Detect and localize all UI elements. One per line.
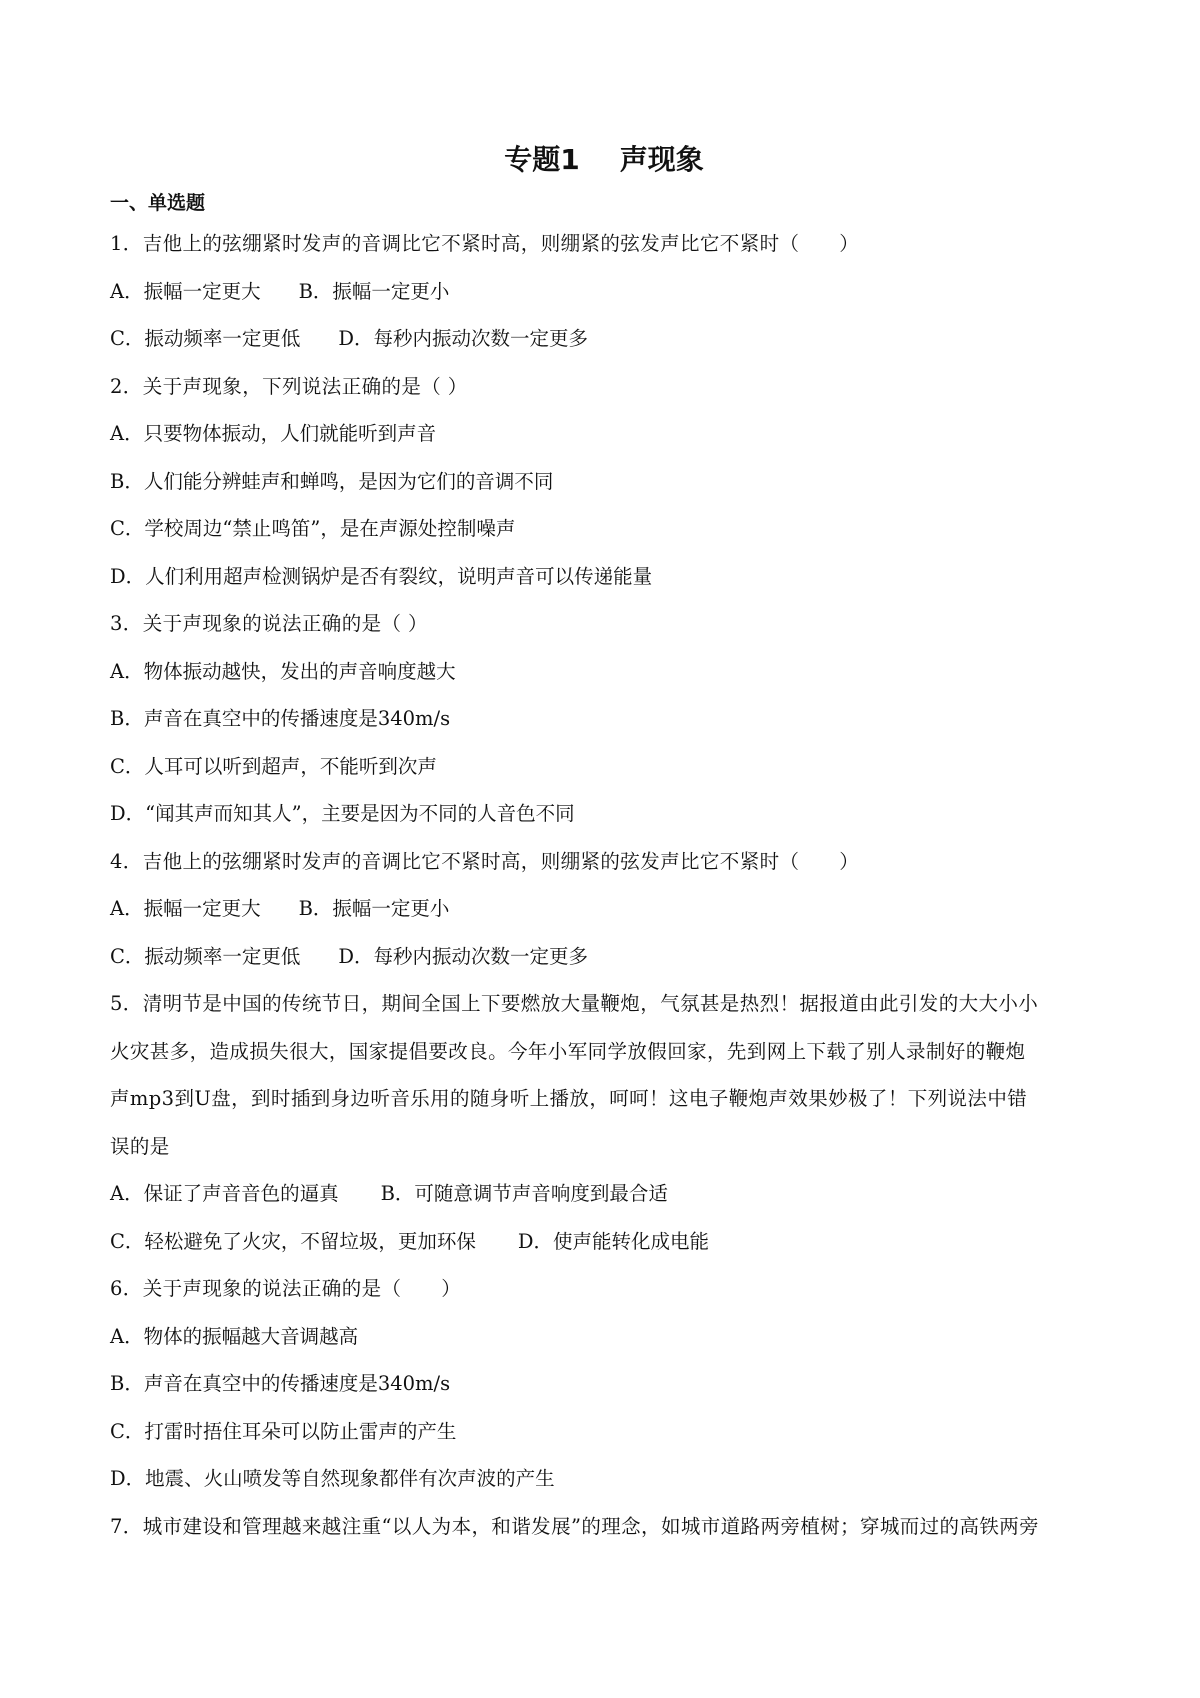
option-a: A．只要物体振动，人们就能听到声音 <box>110 422 437 445</box>
option-row <box>110 268 1098 316</box>
option-a: A．振幅一定更大 <box>110 897 261 920</box>
option-b: B．振幅一定更小 <box>298 279 450 303</box>
question-6 <box>110 1265 1098 1503</box>
question-stem: 4．吉他上的弦绷紧时发声的音调比它不紧时高，则绷紧的弦发声比它不紧时（ ） <box>110 849 860 873</box>
question-stem-line: 5．清明节是中国的传统节日，期间全国上下要燃放大量鞭炮，气氛甚是热烈！据报道由此引发的大大小小 <box>110 992 1039 1015</box>
option-c: C．人耳可以听到超声，不能听到次声 <box>110 754 437 778</box>
question-7 <box>110 1503 1098 1551</box>
question-stem: 2．关于声现象，下列说法正确的是（ ） <box>110 374 468 398</box>
question-2 <box>110 363 1098 601</box>
title-part-2: 声现象 <box>619 143 704 176</box>
option-c: C．打雷时捂住耳朵可以防止雷声的产生 <box>110 1419 457 1443</box>
question-stem: 1．吉他上的弦绷紧时发声的音调比它不紧时高，则绷紧的弦发声比它不紧时（ ） <box>110 232 860 255</box>
question-3 <box>110 600 1098 838</box>
option-d: D．每秒内振动次数一定更多 <box>338 327 589 350</box>
question-stem: 3．关于声现象的说法正确的是（ ） <box>110 612 428 635</box>
question-4 <box>110 838 1098 981</box>
question-stem-line: 误的是 <box>110 1134 170 1158</box>
option-b: B．声音在真空中的传播速度是340m/s <box>110 707 451 730</box>
option-d: D．每秒内振动次数一定更多 <box>338 944 589 968</box>
option-c: C．轻松避免了火灾，不留垃圾，更加环保 <box>110 1229 476 1253</box>
section-heading: 一、单选题 <box>110 192 206 214</box>
option-row <box>110 885 1098 933</box>
option-b: B．可随意调节声音响度到最合适 <box>380 1182 668 1205</box>
option-a: A．保证了声音音色的逼真 <box>110 1182 339 1205</box>
title-part-1: 专题1 <box>504 143 580 176</box>
question-stem-line: 声mp3到U盘，到时插到身边听音乐用的随身听上播放，呵呵！这电子鞭炮声效果妙极了！下列说法中错 <box>110 1087 1028 1110</box>
option-a: A．振幅一定更大 <box>110 279 261 303</box>
option-a: A．物体的振幅越大音调越高 <box>110 1324 359 1348</box>
option-d: D．人们利用超声检测锅炉是否有裂纹，说明声音可以传递能量 <box>110 564 653 588</box>
option-c: C．振动频率一定更低 <box>110 327 301 350</box>
option-c: C．振动频率一定更低 <box>110 944 301 968</box>
option-b: B．人们能分辨蛙声和蝉鸣，是因为它们的音调不同 <box>110 469 554 493</box>
question-stem: 6．关于声现象的说法正确的是（ ） <box>110 1277 462 1300</box>
option-d: D．地震、火山喷发等自然现象都伴有次声波的产生 <box>110 1467 555 1490</box>
option-b: B．声音在真空中的传播速度是340m/s <box>110 1372 451 1395</box>
question-5 <box>110 980 1098 1265</box>
question-1 <box>110 220 1098 363</box>
option-row <box>110 933 1098 981</box>
option-row <box>110 315 1098 363</box>
option-d: D．“闻其声而知其人”，主要是因为不同的人音色不同 <box>110 802 575 825</box>
page-title <box>110 140 1098 180</box>
option-row <box>110 1170 1098 1218</box>
option-b: B．振幅一定更小 <box>298 897 450 920</box>
option-a: A．物体振动越快，发出的声音响度越大 <box>110 659 456 683</box>
option-row <box>110 1218 1098 1266</box>
option-c: C．学校周边“禁止鸣笛”，是在声源处控制噪声 <box>110 517 516 540</box>
option-d: D．使声能转化成电能 <box>517 1229 710 1253</box>
question-stem: 7．城市建设和管理越来越注重“以人为本，和谐发展”的理念，如城市道路两旁植树；穿城而过的高铁两旁 <box>110 1514 1040 1538</box>
question-stem-line: 火灾甚多，造成损失很大，国家提倡要改良。今年小军同学放假回家，先到网上下载了别人录制好的鞭炮 <box>110 1039 1026 1063</box>
